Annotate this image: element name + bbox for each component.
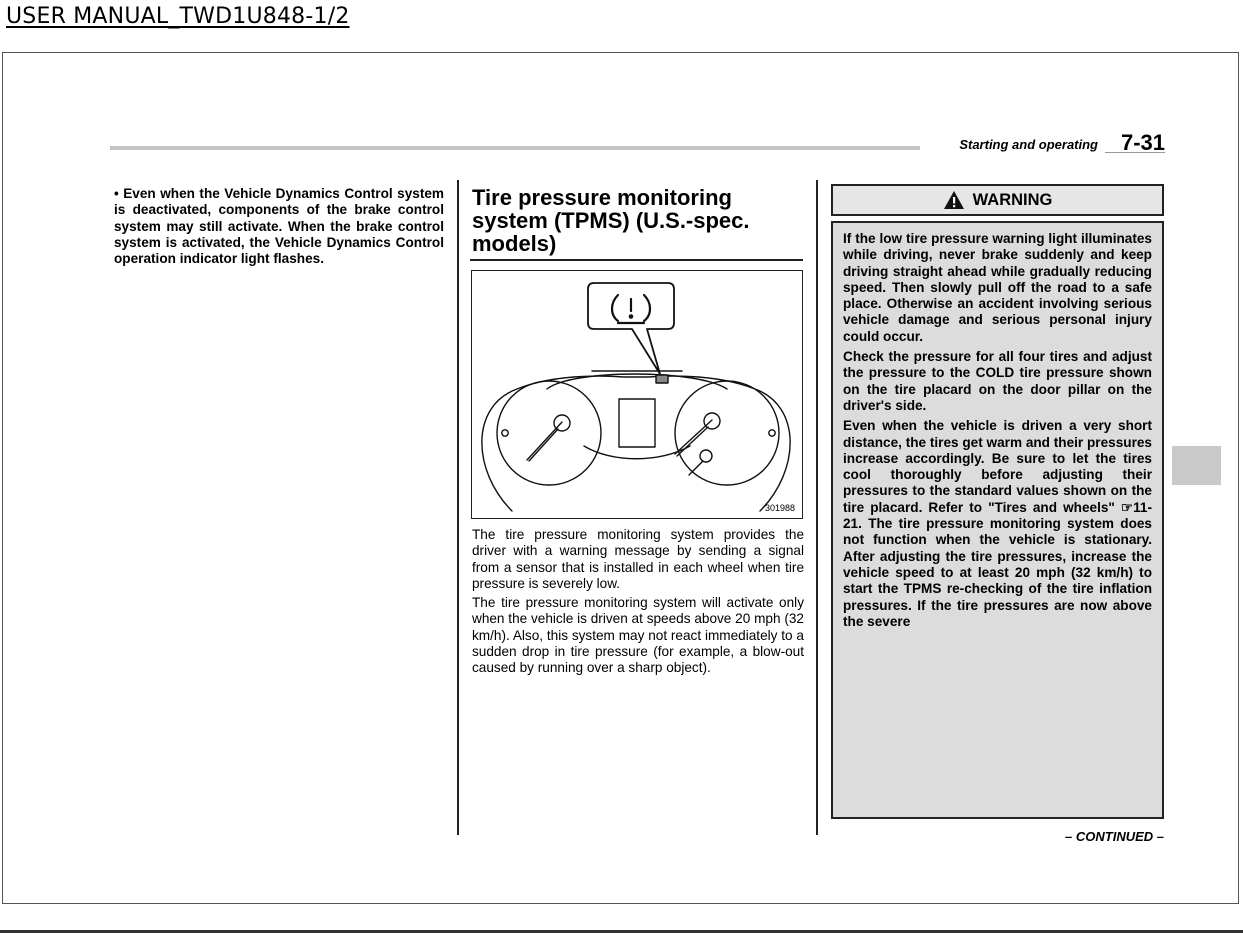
body-paragraph: The tire pressure monitoring system will activate only when the vehicle is driven at speeds above 20 mph (32 km/h). Also, this system may not react immediately to a sudden drop in tire pressure (for example, a blow-out caused by running over a sharp object). (472, 595, 804, 676)
cluster-drawing (472, 271, 801, 517)
section-name: Starting and operating (959, 137, 1098, 152)
warning-header (831, 184, 1164, 216)
thumb-index-tab (1172, 446, 1221, 485)
figure-number: 301988 (764, 503, 795, 513)
header-rule (110, 146, 920, 150)
body-paragraph: The tire pressure monitoring system provides the driver with a warning message by sending a signal from a sensor that is installed in each wheel when tire pressure is severely low. (472, 527, 804, 591)
heading-rule (470, 259, 803, 261)
warning-box (831, 221, 1164, 819)
page-number: 7-31 (1120, 130, 1165, 155)
column-divider-left (457, 180, 459, 835)
column-divider-right (816, 180, 818, 835)
continued-marker: – CONTINUED – (1065, 829, 1164, 844)
tpms-body-text (472, 527, 804, 680)
warning-paragraph: Even when the vehicle is driven a very short distance, the tires get warm and their pressures increase accordingly. Be sure to let the tires cool thoroughly before adjusting their pressures to the standard values shown on the tire placard. Refer to "Tires and wheels" ☞11-21. The tire pressure monitoring system does not function when the vehicle is stationary. After adjusting the tire pressures, increase the vehicle speed to at least 20 mph (32 km/h) to start the TPMS re-checking of the tire inflation pressures. If the tire pressures are now above the severe (843, 418, 1152, 629)
warning-label: WARNING (972, 191, 1053, 209)
warning-paragraph: Check the pressure for all four tires and adjust the pressure to the COLD tire pressure shown on the tire placard on the door pillar on the driver's side. (843, 349, 1152, 413)
section-heading: Tire pressure monitoring system (TPMS) (U.S.-spec. models) (472, 185, 750, 256)
warning-triangle-icon (943, 190, 965, 210)
bottom-divider (0, 930, 1243, 933)
instrument-cluster-illustration (471, 270, 803, 519)
document-title: USER MANUAL_TWD1U848-1/2 (6, 4, 350, 29)
warning-paragraph: If the low tire pressure warning light illuminates while driving, never brake suddenly and keep driving straight ahead while gradually reducing speed. Then slowly pull off the road to a safe place. Otherwise an accident involving serious vehicle damage and serious personal injury could occur. (843, 231, 1152, 344)
vdc-note-paragraph: • Even when the Vehicle Dynamics Control system is deactivated, components of the brake control system may still activate. When the brake control system is activated, the Vehicle Dynamics Control operation indicator light flashes. (114, 186, 444, 267)
